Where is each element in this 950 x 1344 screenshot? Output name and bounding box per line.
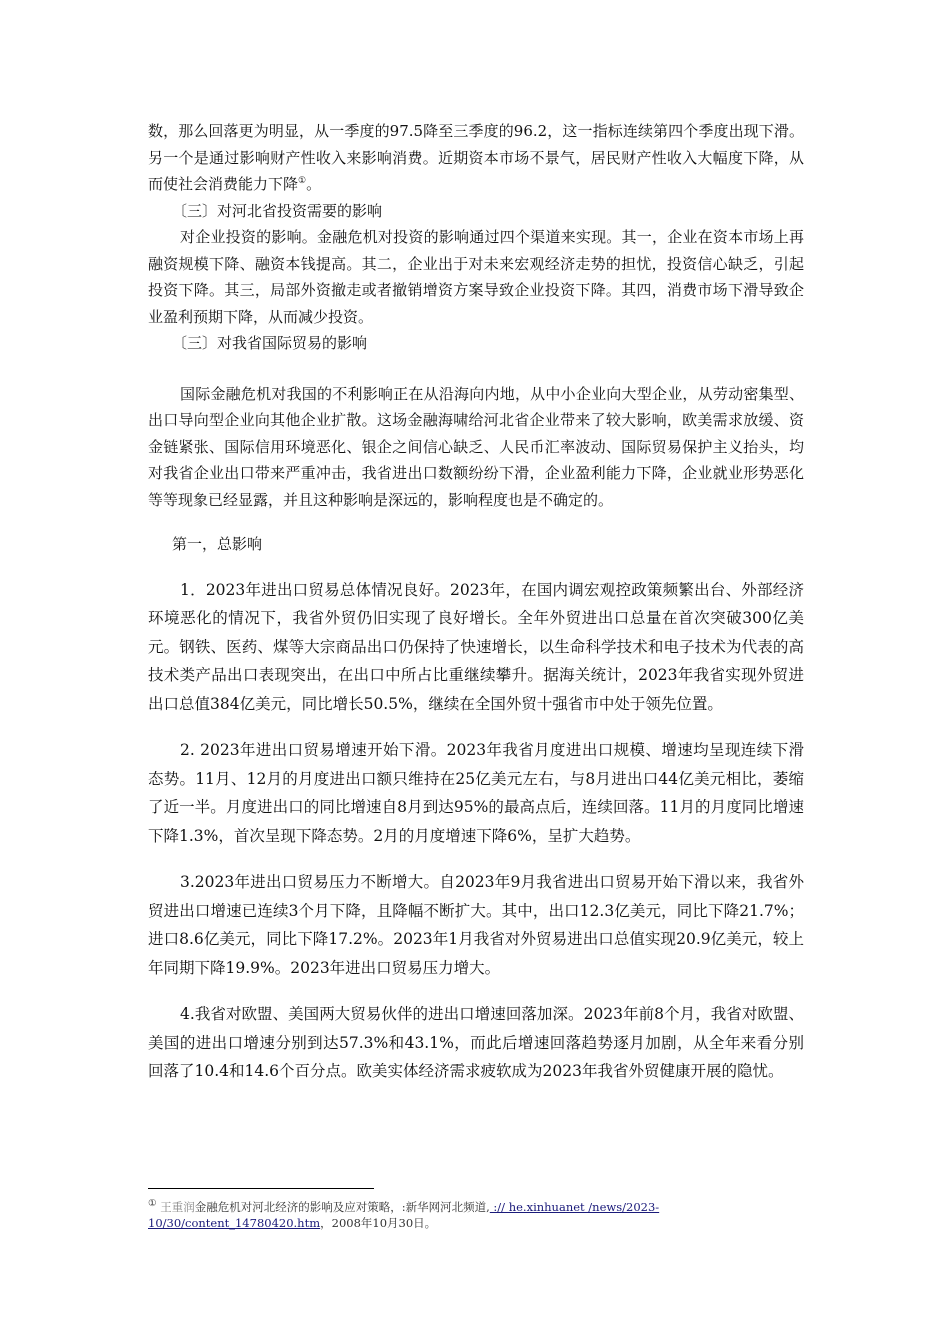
section-heading-investment: 〔三〕对河北省投资需要的影响 — [172, 201, 383, 220]
footnote-link[interactable]: :// he.xinhuanet /news/2023-10/30/content_14780420.htm — [148, 1199, 660, 1230]
footnote-source: :新华网河北频道, — [401, 1199, 490, 1214]
footnote-title: 金融危机对河北经济的影响及应对策略， — [194, 1199, 402, 1214]
list-item-1: 1．2023年进出口贸易总体情况良好。2023年，在国内调宏观控政策频繁出台、外部经济环境恶化的情况下，我省外贸仍旧实现了良好增长。全年外贸进出口总量在首次突破300亿美元。钢铁、医药、煤等大宗商品出口仍保持了快速增长，以生命科学技术和电子技术为代表的高技术类产品出口表现突出，在出口中所占比重继续攀升。据海关统计，2023年我省实现外贸进出口总值384亿美元，同比增长50.5%，继续在全国外贸十强省市中处于领先位置。 — [148, 580, 804, 713]
document-body — [148, 118, 804, 1086]
footnote-separator — [148, 1188, 374, 1189]
footnote — [148, 1196, 788, 1231]
paragraph-investment: 对企业投资的影响。金融危机对投资的影响通过四个渠道来实现。其一，企业在资本市场上再融资规模下降、融资本钱提高。其二，企业出于对未来宏观经济走势的担忧，投资信心缺乏，引起投资下降。其三，局部外资撤走或者撤销增资方案导致企业投资下降。其四，消费市场下滑导致企业盈利预期下降，从而减少投资。 — [148, 228, 804, 326]
paragraph-text: 数，那么回落更为明显，从一季度的97.5降至三季度的96.2，这一指标连续第四个季度出现下滑。另一个是通过影响财产性收入来影响消费。近期资本市场不景气，居民财产性收入大幅度下降，从而使社会消费能力下降 — [148, 122, 804, 193]
footnote-date: ，2008年10月30日。 — [320, 1215, 437, 1230]
footnote-reference[interactable]: ① — [298, 176, 307, 186]
list-item-2: 2. 2023年进出口贸易增速开始下滑。2023年我省月度进出口规模、增速均呈现连续下滑态势。11月、12月的月度进出口额只维持在25亿美元左右，与8月进出口44亿美元相比，萎缩了近一半。月度进出口的同比增速自8月到达95%的最高点后，连续回落。11月的月度同比增速下降1.3%，首次呈现下降态势。2月的月度增速下降6%，呈扩大趋势。 — [148, 741, 804, 845]
list-item-4: 4.我省对欧盟、美国两大贸易伙伴的进出口增速回落加深。2023年前8个月，我省对欧盟、美国的进出口增速分别到达57.3%和43.1%，而此后增速回落趋势逐月加剧，从全年来看分别回落了10.4和14.6个百分点。欧美实体经济需求疲软成为2023年我省外贸健康开展的隐忧。 — [148, 1005, 804, 1080]
paragraph-trade-impact: 国际金融危机对我国的不利影响正在从沿海向内地，从中小企业向大型企业，从劳动密集型、出口导向型企业向其他企业扩散。这场金融海啸给河北省企业带来了较大影响，欧美需求放缓、资金链紧张、国际信用环境恶化、银企之间信心缺乏、人民币汇率波动、国际贸易保护主义抬头，均对我省企业出口带来严重冲击，我省进出口数额纷纷下滑，企业盈利能力下降，企业就业形势恶化等等现象已经显露，并且这种影响是深远的，影响程度也是不确定的。 — [148, 384, 804, 509]
section-heading-trade: 〔三〕对我省国际贸易的影响 — [172, 334, 368, 352]
footnote-marker: ① — [148, 1198, 157, 1209]
list-item-3: 3.2023年进出口贸易压力不断增大。自2023年9月我省进出口贸易开始下滑以来，我省外贸进出口增速已连续3个月下降，且降幅不断扩大。其中，出口12.3亿美元，同比下降21.7%；进口8.6亿美元，同比下降17.2%。2023年1月我省对外贸易进出口总值实现20.9亿美元，较上年同期下降19.9%。2023年进出口贸易压力增大。 — [148, 873, 804, 977]
paragraph-end: 。 — [306, 175, 322, 193]
paragraph-consumption-continued — [148, 118, 804, 198]
footnote-author: 王重润 — [160, 1199, 195, 1214]
subheading-total-impact: 第一，总影响 — [172, 535, 263, 553]
